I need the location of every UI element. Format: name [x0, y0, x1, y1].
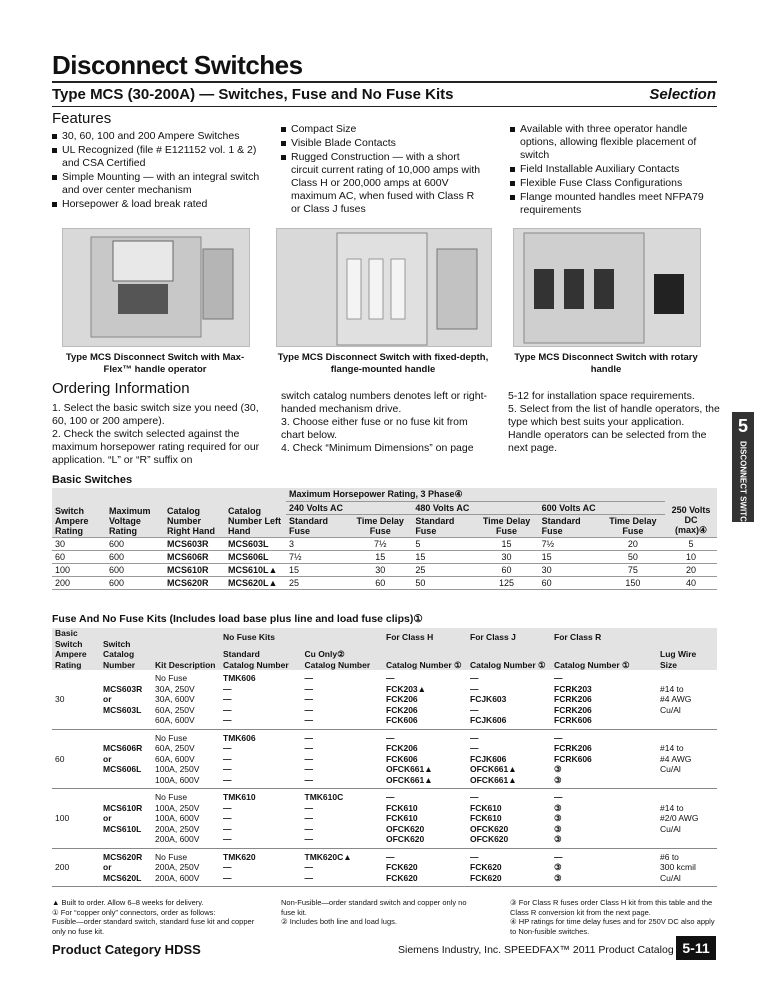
- basic-cell: 150: [601, 577, 665, 590]
- basic-cell: MCS610L▲: [225, 564, 286, 577]
- kit-cell-switch: MCS620R or MCS620L: [103, 851, 143, 883]
- kit-cell-h: — FCK203▲ FCK206 FCK206 FCK606: [386, 673, 427, 725]
- kit-cell-std: TMK610 — — — —: [223, 792, 256, 844]
- caption-flange: Type MCS Disconnect Switch with fixed-depth, flange-mounted handle: [277, 352, 489, 375]
- basic-cell: MCS606R: [164, 551, 225, 564]
- h-240: 240 Volts AC: [286, 502, 412, 515]
- kit-group-row: [52, 670, 717, 729]
- basic-cell: 15: [286, 564, 348, 577]
- chapter-number: 5: [737, 416, 748, 436]
- kit-col-standard: [220, 642, 302, 670]
- col-rating: Switch Ampere Rating: [52, 488, 106, 538]
- col-600-std: Standard Fuse: [539, 515, 601, 538]
- col-240-std: Standard Fuse: [286, 515, 348, 538]
- kit-cell-h: — FCK620 FCK620: [386, 851, 418, 883]
- kit-col-switch: Switch Catalog Number: [100, 628, 152, 670]
- maxflex-switch-image: [63, 229, 249, 346]
- basic-cell: 40: [665, 577, 717, 590]
- kit-cell-r: — ③ ③: [554, 851, 563, 883]
- feature-item: Visible Blade Contacts: [281, 137, 481, 150]
- standard-label: Standard: [223, 649, 260, 659]
- basic-row: [52, 577, 717, 590]
- kits-table: [52, 628, 717, 887]
- kit-cell-lug: #14 to #4 AWG Cu/Al: [660, 743, 692, 774]
- col-600-td: Time Delay Fuse: [601, 515, 665, 538]
- col-dc: 250 Volts DC (max)④: [665, 488, 717, 538]
- basic-row: [52, 551, 717, 564]
- basic-cell: MCS603L: [225, 538, 286, 551]
- product-category: Product Category HDSS: [52, 942, 201, 957]
- kit-cell-r: — ③ ③ ③ ③: [554, 792, 563, 844]
- basic-cell: 15: [474, 538, 538, 551]
- basic-cell: 600: [106, 538, 164, 551]
- title-rule: [52, 81, 717, 83]
- kit-cell-cu: TMK620C▲ — —: [304, 851, 352, 883]
- col-right-hand: Catalog Number Right Hand: [164, 488, 225, 538]
- feature-item: Flexible Fuse Class Configurations: [510, 177, 720, 190]
- kit-cell-j: — FCK610 FCK610 OFCK620 OFCK620: [470, 792, 509, 844]
- basic-cell: 200: [52, 577, 106, 590]
- kit-col-class-h: For Class H: [383, 628, 467, 642]
- basic-cell: 30: [539, 564, 601, 577]
- col-480-std: Standard Fuse: [412, 515, 474, 538]
- kit-cell-rating: 200: [55, 862, 70, 872]
- kit-cell-desc: No Fuse 100A, 250V 100A, 600V 200A, 250V 200A, 600V: [155, 792, 200, 844]
- basic-cell: 125: [474, 577, 538, 590]
- basic-switches-table: [52, 488, 717, 590]
- features-heading: Features: [52, 110, 112, 127]
- basic-cell: 5: [412, 538, 474, 551]
- basic-cell: 600: [106, 551, 164, 564]
- kit-cell-r: — FCRK206 FCRK606 ③ ③: [554, 732, 592, 785]
- basic-cell: 25: [412, 564, 474, 577]
- kit-cell-rating: 100: [55, 813, 70, 823]
- kit-cell-h: — FCK206 FCK606 OFCK661▲ OFCK661▲: [386, 732, 433, 785]
- feature-item: UL Recognized (file # E121152 vol. 1 & 2) and CSA Certified: [52, 144, 262, 170]
- kit-cell-cu: TMK610C — — — —: [304, 792, 344, 844]
- kit-cell-j: — FCK620 FCK620: [470, 851, 502, 883]
- kit-cell-cu: — — — — —: [304, 732, 313, 785]
- flange-switch-image: [277, 229, 491, 346]
- rotary-switch-image: [514, 229, 700, 346]
- kit-col-nofuse: No Fuse Kits: [220, 628, 383, 642]
- basic-cell: 600: [106, 564, 164, 577]
- basic-cell: 60: [539, 577, 601, 590]
- footnotes-2: Non-Fusible—order standard switch and copper only no fuse kit. ② Includes both line and load lugs.: [281, 898, 467, 926]
- kit-group-row: [52, 789, 717, 849]
- features-list-3: [510, 123, 720, 218]
- page-title: Disconnect Switches: [52, 50, 303, 80]
- kit-col-r-cat: Catalog Number ①: [551, 642, 657, 670]
- page-subtitle: Type MCS (30-200A) — Switches, Fuse and No Fuse Kits: [52, 86, 454, 103]
- basic-cell: 75: [601, 564, 665, 577]
- h-480: 480 Volts AC: [412, 502, 538, 515]
- kit-col-desc: Kit Description: [152, 628, 220, 670]
- ordering-text-2: switch catalog numbers denotes left or right-handed mechanism drive. 3. Choose either fuse or no fuse kit from chart below. 4. Check “Minimum Dimensions” on page: [281, 390, 488, 454]
- kit-cell-rating: 30: [55, 694, 65, 704]
- publisher-line: Siemens Industry, Inc. SPEEDFAX™ 2011 Product Catalog: [398, 944, 674, 956]
- feature-item: Compact Size: [281, 123, 481, 136]
- kit-cell-desc: No Fuse 200A, 250V 200A, 600V: [155, 851, 200, 883]
- basic-cell: 7½: [348, 538, 412, 551]
- basic-cell: 600: [106, 577, 164, 590]
- kit-cell-j: — — FCJK606 OFCK661▲ OFCK661▲: [470, 732, 517, 785]
- basic-cell: 7½: [539, 538, 601, 551]
- basic-cell: 10: [665, 551, 717, 564]
- basic-cell: 60: [52, 551, 106, 564]
- feature-item: Simple Mounting — with an integral switch and over center mechanism: [52, 171, 262, 197]
- basic-cell: 100: [52, 564, 106, 577]
- kit-cell-lug: #6 to 300 kcmil Cu/Al: [660, 851, 696, 883]
- basic-cell: 7½: [286, 551, 348, 564]
- ordering-heading: Ordering Information: [52, 380, 190, 397]
- feature-item: Field Installable Auxiliary Contacts: [510, 163, 720, 176]
- feature-item: 30, 60, 100 and 200 Ampere Switches: [52, 130, 262, 143]
- kit-cell-std: TMK606 — — — —: [223, 732, 256, 785]
- basic-cell: 50: [601, 551, 665, 564]
- ordering-text-1: 1. Select the basic switch size you need (30, 60, 100 or 200 ampere). 2. Check the switch selected against the maximum horsepower rating required for our application. “L” or “R” suffix on: [52, 402, 260, 466]
- col-240-td: Time Delay Fuse: [348, 515, 412, 538]
- chapter-label: DISCONNECT SWITCHES: [738, 441, 748, 539]
- basic-cell: 15: [412, 551, 474, 564]
- kit-cell-desc: No Fuse 60A, 250V 60A, 600V 100A, 250V 100A, 600V: [155, 732, 200, 785]
- features-list-2: [281, 123, 481, 217]
- kit-cell-j: — — FCJK603 — FCJK606: [470, 673, 507, 725]
- section-tag: Selection: [649, 86, 716, 103]
- col-left-hand: Catalog Number Left Hand: [225, 488, 286, 538]
- basic-cell: 50: [412, 577, 474, 590]
- hp-group-header: Maximum Horsepower Rating, 3 Phase④: [286, 488, 665, 502]
- basic-cell: MCS603R: [164, 538, 225, 551]
- basic-switches-heading: Basic Switches: [52, 474, 133, 486]
- caption-maxflex: Type MCS Disconnect Switch with Max-Flex™ handle operator: [65, 352, 245, 375]
- cu-cat-label: Catalog Number: [304, 659, 371, 670]
- kits-heading: Fuse And No Fuse Kits (Includes load base plus line and load fuse clips)①: [52, 613, 423, 625]
- cu-label: Cu Only②: [304, 649, 345, 659]
- basic-cell: 25: [286, 577, 348, 590]
- kit-cell-rating: 60: [55, 753, 65, 764]
- footnotes-3: ③ For Class R fuses order Class H kit from this table and the Class R conversion kit from the next page. ④ HP ratings for time delay fuses and for 250V DC also apply to Non-fusible switches.: [510, 898, 715, 936]
- basic-row: [52, 538, 717, 551]
- basic-cell: 30: [348, 564, 412, 577]
- kit-cell-switch: MCS610R or MCS610L: [103, 802, 143, 834]
- basic-cell: 3: [286, 538, 348, 551]
- basic-cell: MCS606L: [225, 551, 286, 564]
- photo-maxflex-switch: [62, 228, 250, 347]
- photo-rotary-switch: [513, 228, 701, 347]
- kit-col-class-j: For Class J: [467, 628, 551, 642]
- subtitle-rule: [52, 106, 717, 107]
- features-list-1: [52, 130, 262, 212]
- caption-rotary: Type MCS Disconnect Switch with rotary handle: [514, 352, 698, 375]
- basic-cell: 15: [539, 551, 601, 564]
- chapter-tab: [732, 412, 754, 539]
- feature-item: Available with three operator handle options, allowing flexible placement of switch: [510, 123, 720, 162]
- standard-cat-label: Catalog Number: [223, 659, 289, 670]
- ordering-text-3: 5-12 for installation space requirements. 5. Select from the list of handle operators, the type which best suits your application. Handle operators can be selected from the next page.: [508, 390, 720, 454]
- kit-cell-std: TMK606 — — — —: [223, 673, 256, 725]
- kit-col-lug: Lug Wire Size: [657, 628, 717, 670]
- kit-col-h-cat: Catalog Number ①: [383, 642, 467, 670]
- h-600: 600 Volts AC: [539, 502, 665, 515]
- basic-cell: 15: [348, 551, 412, 564]
- basic-cell: 60: [474, 564, 538, 577]
- page-number: 5-11: [676, 936, 716, 960]
- basic-cell: 5: [665, 538, 717, 551]
- basic-cell: MCS620L▲: [225, 577, 286, 590]
- kit-col-j-cat: Catalog Number ①: [467, 642, 551, 670]
- feature-item: Horsepower & load break rated: [52, 198, 262, 211]
- kit-cell-lug: #14 to #4 AWG Cu/Al: [660, 683, 692, 715]
- kit-cell-cu: — — — — —: [304, 673, 313, 725]
- col-480-td: Time Delay Fuse: [474, 515, 538, 538]
- kit-cell-std: TMK620 — —: [223, 851, 256, 883]
- kit-cell-h: — FCK610 FCK610 OFCK620 OFCK620: [386, 792, 425, 844]
- col-voltage: Maximum Voltage Rating: [106, 488, 164, 538]
- basic-cell: 60: [348, 577, 412, 590]
- basic-cell: 20: [665, 564, 717, 577]
- kit-cell-switch: MCS606R or MCS606L: [103, 743, 143, 774]
- basic-cell: 30: [52, 538, 106, 551]
- kit-group-row: [52, 848, 717, 887]
- kit-col-class-r: For Class R: [551, 628, 657, 642]
- photo-flange-switch: [276, 228, 492, 347]
- basic-cell: MCS610R: [164, 564, 225, 577]
- kit-cell-desc: No Fuse 30A, 250V 30A, 600V 60A, 250V 60A, 600V: [155, 673, 195, 725]
- kit-col-rating: Basic Switch Ampere Rating: [52, 628, 100, 670]
- footnotes-1: ▲ Built to order. Allow 6–8 weeks for delivery. ① For “copper only” connectors, order as follows: Fusible—order standard switch, standard fuse kit and copper only no fuse kit.: [52, 898, 255, 936]
- kit-col-cu: [302, 642, 384, 670]
- feature-item: Rugged Construction — with a short circuit current rating of 10,000 amps with Class H or 200,000 amps at 600V maximum AC, when fused with Class R or Class J fuses: [281, 151, 481, 216]
- kit-cell-r: — FCRK203 FCRK206 FCRK206 FCRK606: [554, 673, 592, 725]
- kit-group-row: [52, 729, 717, 789]
- basic-cell: MCS620R: [164, 577, 225, 590]
- feature-item: Flange mounted handles meet NFPA79 requirements: [510, 191, 720, 217]
- basic-cell: 30: [474, 551, 538, 564]
- basic-row: [52, 564, 717, 577]
- kit-cell-lug: #14 to #2/0 AWG Cu/Al: [660, 802, 699, 834]
- kit-cell-switch: MCS603R or MCS603L: [103, 683, 143, 715]
- basic-cell: 20: [601, 538, 665, 551]
